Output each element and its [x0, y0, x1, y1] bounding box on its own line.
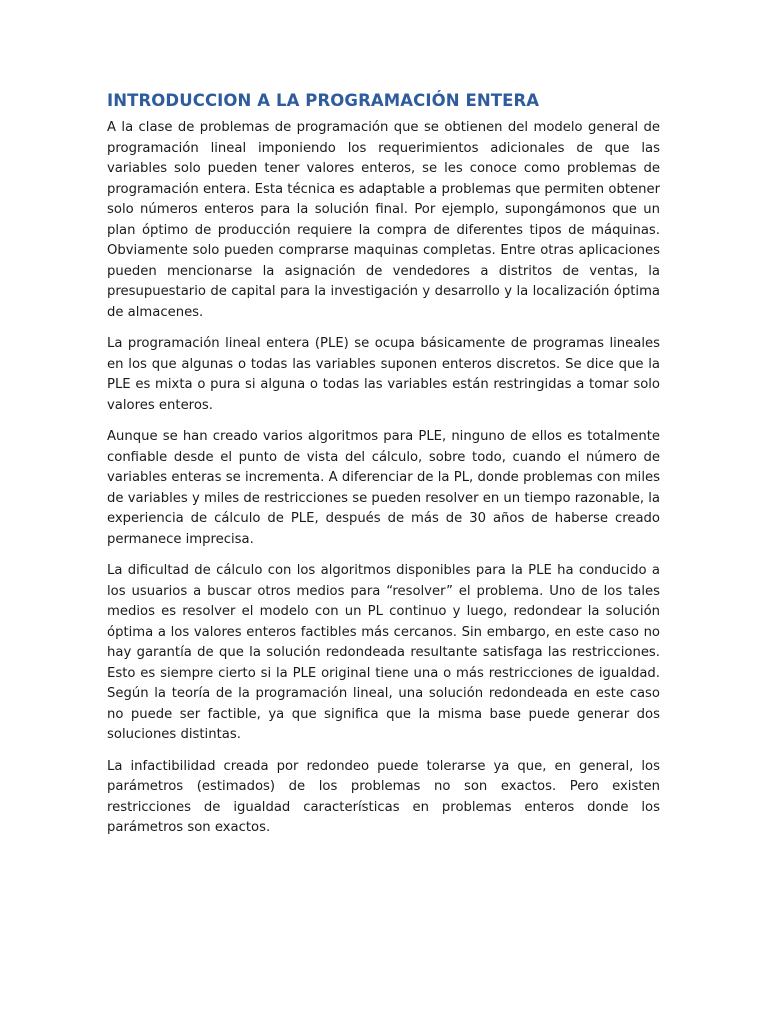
paragraph-rounding: La dificultad de cálculo con los algoritmos disponibles para la PLE ha conducido a los usuarios a buscar otros medios para “resolver” el problema. Uno de los tales medios es resolver el modelo con un PL continuo y luego, redondear la solución óptima a los valores enteros factibles más cercanos. Sin embargo, en este caso no hay garantía de que la solución redondeada resultante satisfaga las restricciones. Esto es siempre cierto si la PLE original tiene una o más restricciones de igualdad. Según la teoría de la programación lineal, una solución redondeada en este caso no puede ser factible, ya que significa que la misma base puede generar dos soluciones distintas.	[107, 563, 660, 742]
paragraph-ple-definition: La programación lineal entera (PLE) se ocupa básicamente de programas lineales en los que algunas o todas las variables suponen enteros discretos. Se dice que la PLE es mixta o pura si alguna o todas las variables están restringidas a tomar solo valores enteros.	[107, 336, 660, 413]
paragraph-infeasibility: La infactibilidad creada por redondeo puede tolerarse ya que, en general, los parámetros (estimados) de los problemas no son exactos. Pero existen restricciones de igualdad características en problemas enteros donde los parámetros son exactos.	[107, 758, 660, 835]
paragraph-algorithms: Aunque se han creado varios algoritmos para PLE, ninguno de ellos es totalmente confiable desde el punto de vista del cálculo, sobre todo, cuando el número de variables enteras se incrementa. A diferenciar de la PL, donde problemas con miles de variables y miles de restricciones se pueden resolver en un tiempo razonable, la experiencia de cálculo de PLE, después de más de 30 años de haberse creado permanece imprecisa.	[107, 429, 660, 547]
document-body	[107, 90, 660, 850]
paragraph-intro: A la clase de problemas de programación que se obtienen del modelo general de programación lineal imponiendo los requerimientos adicionales de que las variables solo pueden tener valores enteros, se les conoce como problemas de programación entera. Esta técnica es adaptable a problemas que permiten obtener solo números enteros para la solución final. Por ejemplo, supongámonos que un plan óptimo de producción requiere la compra de diferentes tipos de máquinas. Obviamente solo pueden comprarse maquinas completas. Entre otras aplicaciones pueden mencionarse la asignación de vendedores a distritos de ventas, la presupuestario de capital para la investigación y desarrollo y la localización óptima de almacenes.	[107, 120, 660, 320]
document-title: INTRODUCCION A LA PROGRAMACIÓN ENTERA	[107, 91, 540, 110]
